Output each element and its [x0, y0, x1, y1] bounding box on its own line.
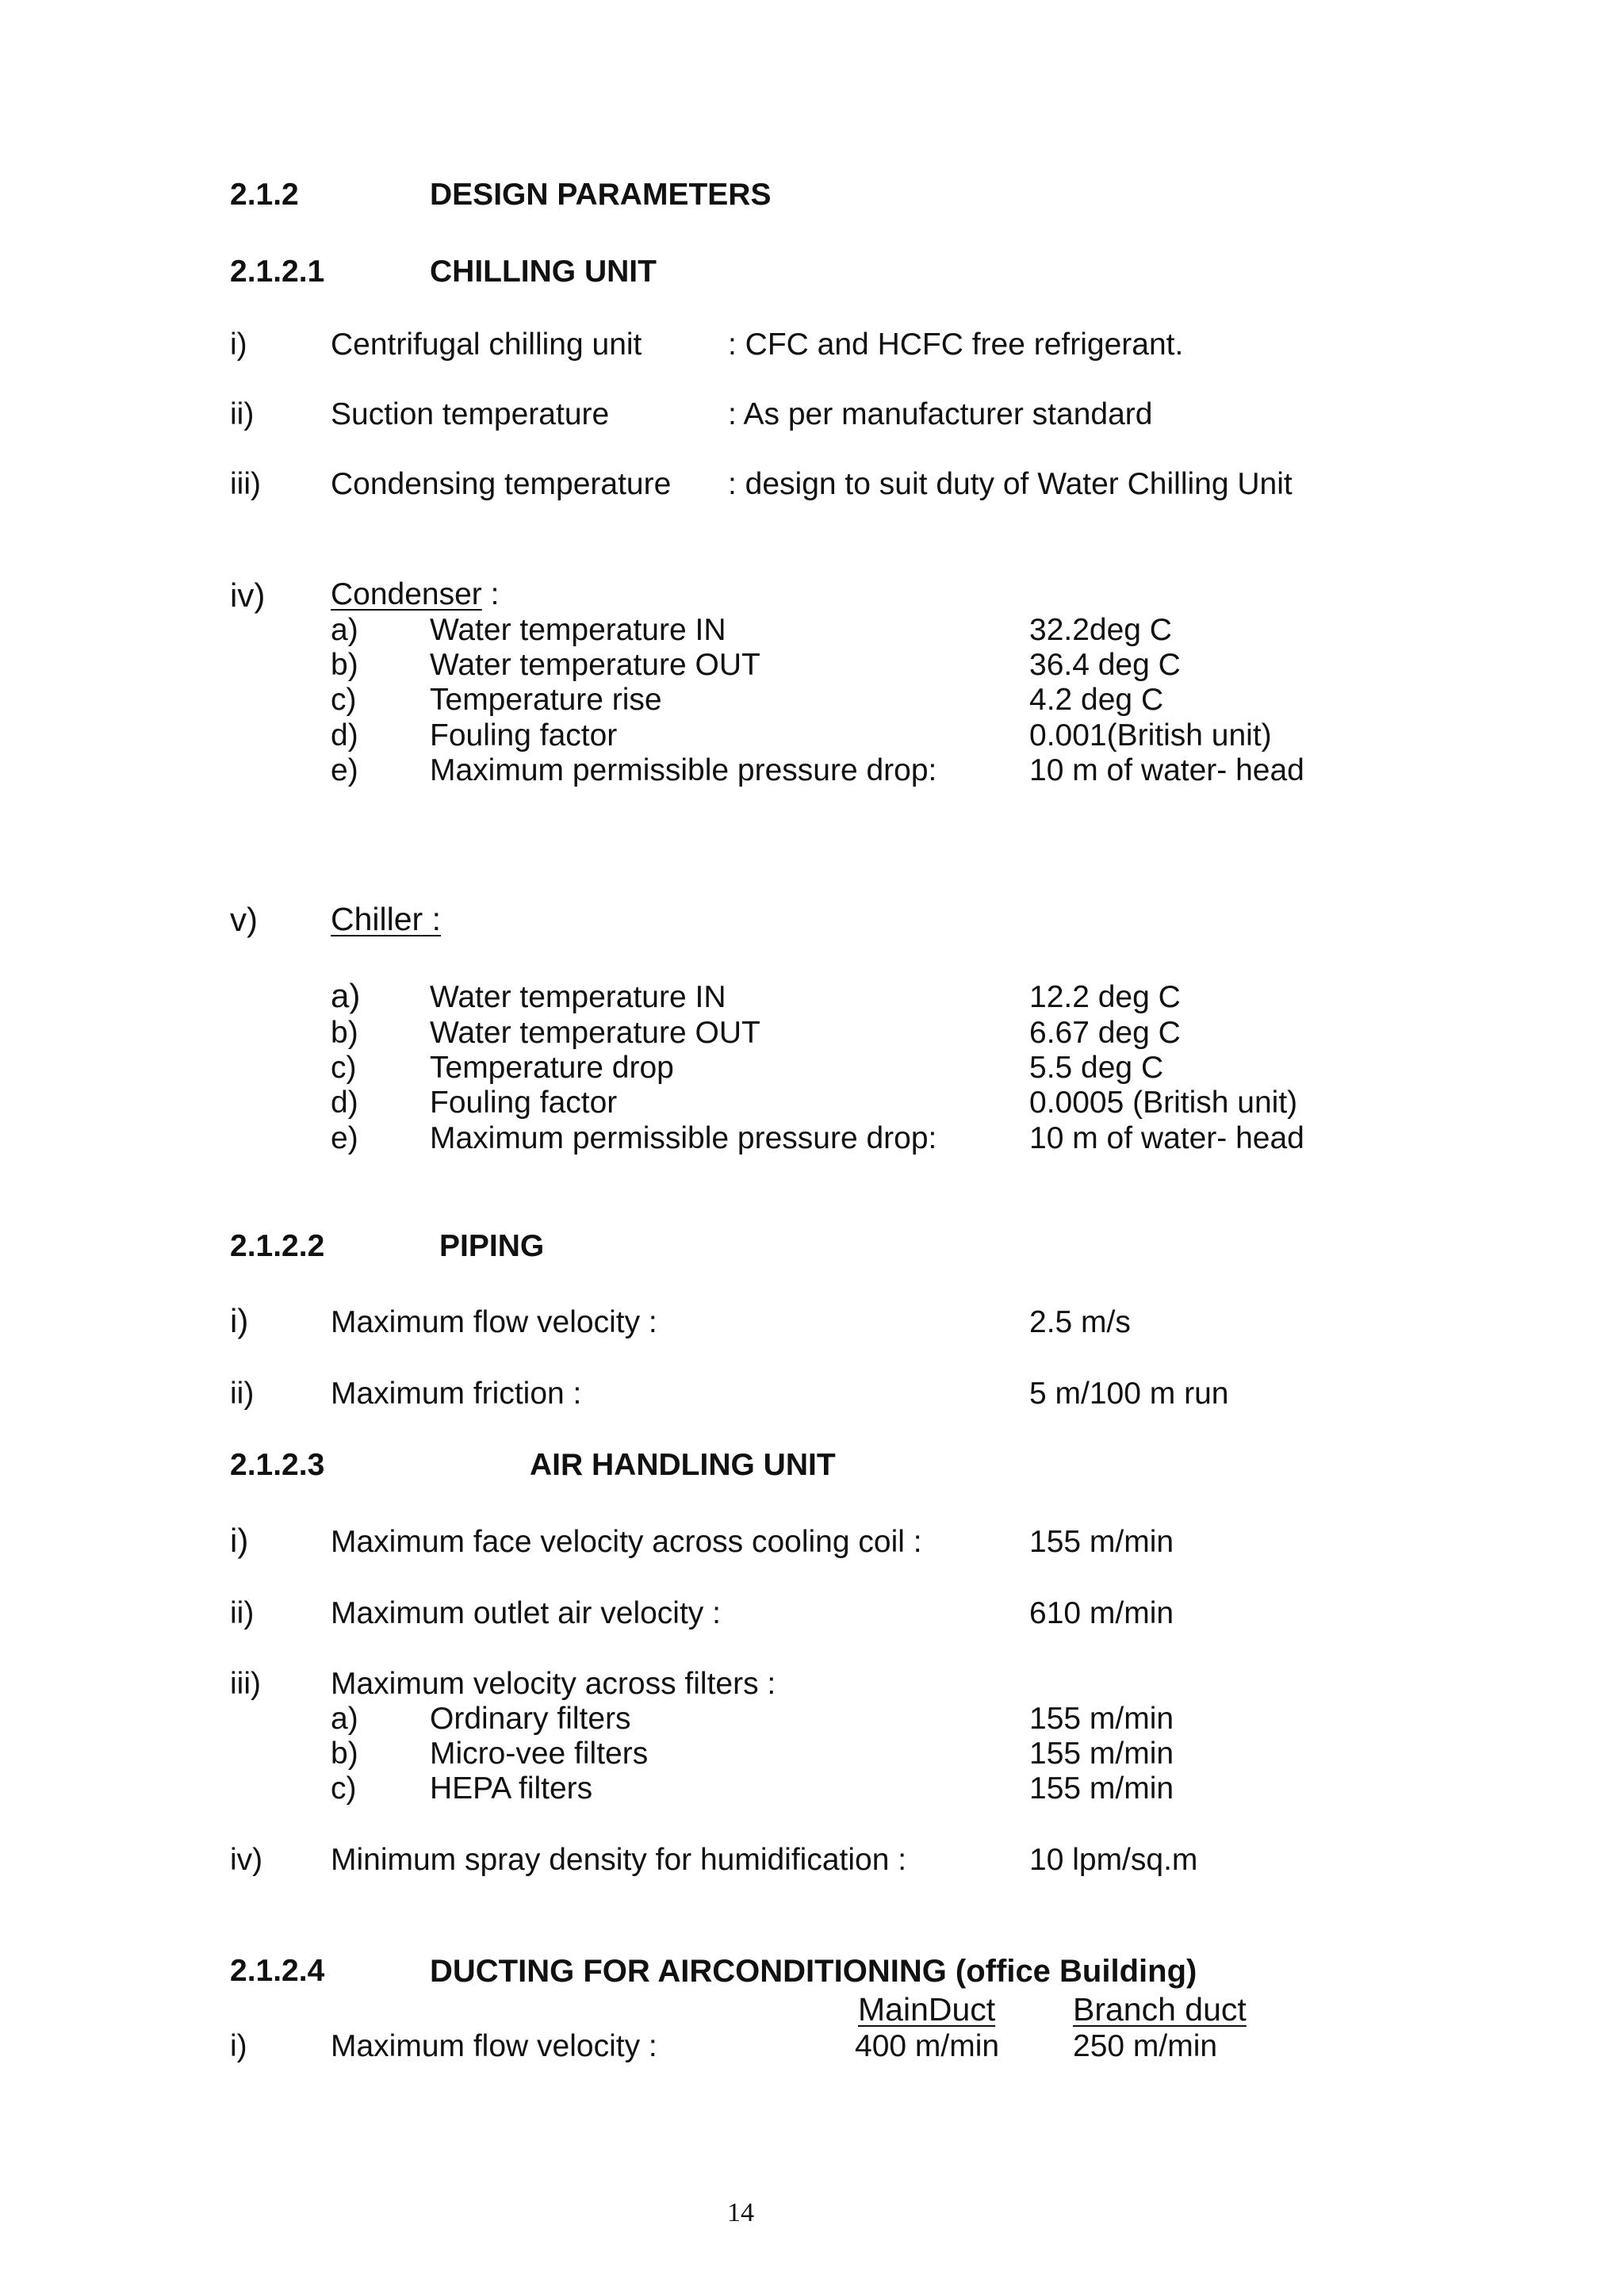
item-numeral: v)	[230, 901, 258, 938]
page-number: 14	[727, 2198, 754, 2227]
sub-item-letter: b)	[331, 1737, 358, 1771]
sub-item-letter: e)	[331, 753, 358, 787]
item-numeral: ii)	[230, 1377, 255, 1411]
sub-item-letter: b)	[331, 1016, 358, 1050]
item-numeral: i)	[230, 1522, 249, 1559]
sub-item-letter: a)	[331, 977, 361, 1014]
item-numeral: ii)	[230, 1596, 255, 1630]
sub-item-label: Maximum permissible pressure drop:	[430, 753, 937, 787]
item-value: 2.5 m/s	[1029, 1305, 1131, 1339]
section-number: 2.1.2.1	[230, 255, 325, 289]
sub-item-label: Fouling factor	[430, 1086, 618, 1120]
sub-item-value: 155 m/min	[1029, 1737, 1174, 1771]
sub-item-letter: e)	[331, 1121, 358, 1155]
sub-item-label: Fouling factor	[430, 718, 618, 753]
item-value: : design to suit duty of Water Chilling Unit	[728, 467, 1293, 501]
sub-item-label: Temperature drop	[430, 1051, 674, 1085]
item-numeral: i)	[230, 2029, 247, 2063]
sub-item-value: 36.4 deg C	[1029, 648, 1181, 682]
section-number: 2.1.2.4	[230, 1954, 325, 1988]
section-number: 2.1.2.3	[230, 1448, 325, 1482]
sub-item-letter: a)	[331, 1702, 358, 1736]
sub-item-label: Water temperature IN	[430, 613, 726, 647]
item-label: Minimum spray density for humidification :	[331, 1843, 907, 1877]
chiller-heading: Chiller :	[331, 901, 441, 937]
column-header-branch-duct: Branch duct	[1073, 1991, 1247, 2028]
item-label: Maximum velocity across filters :	[331, 1667, 776, 1701]
sub-item-label: Water temperature OUT	[430, 648, 760, 682]
sub-item-label: Water temperature OUT	[430, 1016, 760, 1050]
item-label: Maximum outlet air velocity :	[331, 1596, 721, 1630]
sub-item-value: 12.2 deg C	[1029, 980, 1181, 1014]
sub-item-label: Ordinary filters	[430, 1702, 631, 1736]
item-value: : CFC and HCFC free refrigerant.	[728, 327, 1184, 362]
section-number: 2.1.2.2	[230, 1229, 325, 1263]
condenser-colon: :	[490, 577, 500, 611]
sub-item-label: HEPA filters	[430, 1771, 593, 1806]
sub-item-label: Micro-vee filters	[430, 1737, 649, 1771]
section-title: CHILLING UNIT	[430, 255, 657, 289]
item-label: Maximum flow velocity :	[331, 1305, 657, 1339]
item-value: 10 lpm/sq.m	[1029, 1843, 1198, 1877]
item-label: Maximum face velocity across cooling coil :	[331, 1525, 922, 1559]
sub-item-value: 10 m of water- head	[1029, 753, 1304, 787]
sub-item-letter: c)	[331, 1051, 357, 1085]
item-numeral: iv)	[230, 1843, 263, 1877]
item-numeral: i)	[230, 1302, 249, 1339]
sub-item-letter: c)	[331, 683, 357, 717]
item-numeral: iii)	[230, 1667, 261, 1701]
item-value: : As per manufacturer standard	[728, 397, 1153, 431]
condenser-heading	[331, 579, 499, 610]
section-title: DUCTING FOR AIRCONDITIONING (office Building)	[430, 1954, 1197, 1989]
section-title: AIR HANDLING UNIT	[530, 1448, 836, 1482]
sub-item-value: 10 m of water- head	[1029, 1121, 1304, 1155]
main-duct-value: 400 m/min	[855, 2029, 1000, 2063]
sub-item-value: 32.2deg C	[1029, 613, 1172, 647]
sub-item-letter: d)	[331, 718, 358, 753]
item-value: 155 m/min	[1029, 1525, 1174, 1559]
item-value: 5 m/100 m run	[1029, 1377, 1229, 1411]
sub-item-label: Water temperature IN	[430, 980, 726, 1014]
sub-item-label: Temperature rise	[430, 683, 662, 717]
item-numeral: ii)	[230, 397, 255, 431]
sub-item-letter: d)	[331, 1086, 358, 1120]
column-header-main-duct: MainDuct	[858, 1991, 996, 2028]
item-label: Suction temperature	[331, 397, 610, 431]
item-numeral: i)	[230, 327, 247, 362]
section-title: DESIGN PARAMETERS	[430, 178, 772, 212]
sub-item-letter: a)	[331, 613, 358, 647]
sub-item-letter: b)	[331, 648, 358, 682]
sub-item-value: 4.2 deg C	[1029, 683, 1164, 717]
item-label: Condensing temperature	[331, 467, 672, 501]
item-label: Maximum flow velocity :	[331, 2029, 657, 2063]
condenser-label: Condenser	[331, 577, 482, 611]
section-title: PIPING	[439, 1229, 545, 1263]
sub-item-label: Maximum permissible pressure drop:	[430, 1121, 937, 1155]
sub-item-value: 155 m/min	[1029, 1702, 1174, 1736]
item-value: 610 m/min	[1029, 1596, 1174, 1630]
item-label: Maximum friction :	[331, 1377, 582, 1411]
item-numeral: iv)	[230, 576, 266, 614]
item-label: Centrifugal chilling unit	[331, 327, 642, 362]
item-numeral: iii)	[230, 467, 261, 501]
sub-item-letter: c)	[331, 1771, 357, 1806]
sub-item-value: 0.001(British unit)	[1029, 718, 1272, 753]
sub-item-value: 6.67 deg C	[1029, 1016, 1181, 1050]
sub-item-value: 155 m/min	[1029, 1771, 1174, 1806]
sub-item-value: 0.0005 (British unit)	[1029, 1086, 1298, 1120]
branch-duct-value: 250 m/min	[1073, 2029, 1218, 2063]
sub-item-value: 5.5 deg C	[1029, 1051, 1164, 1085]
section-number: 2.1.2	[230, 178, 299, 212]
